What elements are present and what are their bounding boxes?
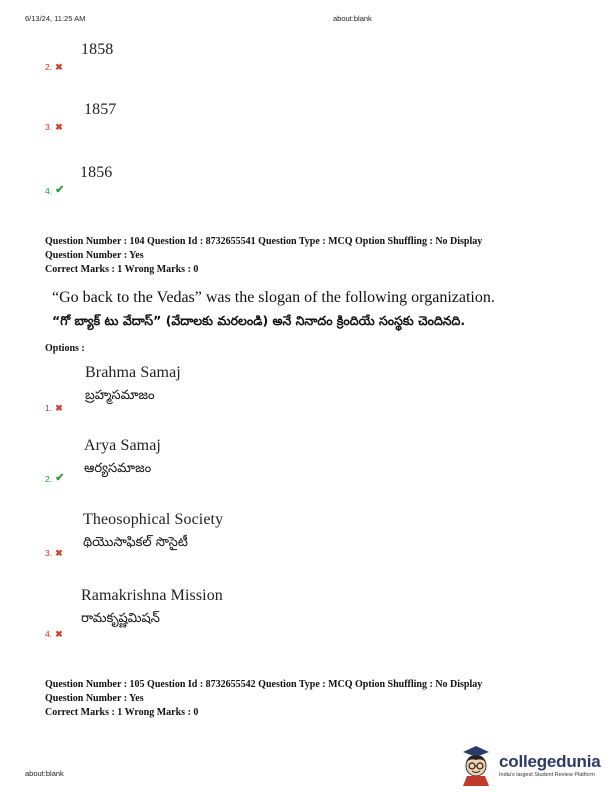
cross-icon: ✖ bbox=[55, 402, 63, 413]
q104-option-4-telugu: రామకృష్ణమిషన్ bbox=[81, 611, 160, 626]
check-icon: ✔ bbox=[55, 472, 65, 484]
prev-option-2-number: 2. ✖ bbox=[45, 61, 63, 72]
q105-meta bbox=[45, 678, 482, 720]
collegedunia-logo bbox=[459, 744, 601, 786]
q104-option-4-number: 4. ✖ bbox=[45, 628, 63, 639]
q104-option-1-telugu: బ్రహ్మసమాజం bbox=[85, 388, 155, 403]
q104-option-3-number: 3. ✖ bbox=[45, 547, 63, 558]
q104-meta-line2: Question Number : Yes bbox=[45, 250, 144, 261]
mascot-icon bbox=[459, 744, 493, 786]
q104-option-2-number: 2. ✔ bbox=[45, 472, 65, 484]
q104-option-4-english: Ramakrishna Mission bbox=[81, 587, 223, 604]
check-icon: ✔ bbox=[55, 184, 65, 196]
prev-option-4-text: 1856 bbox=[80, 164, 113, 181]
q104-option-1-number: 1. ✖ bbox=[45, 402, 63, 413]
q104-question-english: “Go back to the Vedas” was the slogan of the following organization. bbox=[52, 289, 495, 306]
logo-wordmark: collegedunia bbox=[499, 752, 601, 771]
print-datetime: 6/13/24, 11:25 AM bbox=[25, 14, 86, 23]
prev-option-3-text: 1857 bbox=[84, 101, 117, 118]
q104-meta-line3: Correct Marks : 1 Wrong Marks : 0 bbox=[45, 264, 199, 275]
prev-option-2-text: 1858 bbox=[81, 41, 114, 58]
q104-option-3-english: Theosophical Society bbox=[83, 511, 224, 528]
prev-option-3-number: 3. ✖ bbox=[45, 121, 63, 132]
print-url: about:blank bbox=[333, 14, 372, 23]
q104-option-3-telugu: థియొసాఫికల్ సొసైటీ bbox=[83, 535, 188, 550]
q105-meta-line3: Correct Marks : 1 Wrong Marks : 0 bbox=[45, 707, 199, 718]
q104-option-1-english: Brahma Samaj bbox=[85, 364, 181, 381]
prev-option-4-number: 4. ✔ bbox=[45, 184, 65, 196]
q104-options-label: Options : bbox=[45, 343, 85, 354]
q104-option-2-english: Arya Samaj bbox=[84, 437, 161, 454]
logo-tagline: India's largest Student Review Platform bbox=[499, 772, 595, 778]
cross-icon: ✖ bbox=[55, 121, 63, 132]
cross-icon: ✖ bbox=[55, 61, 63, 72]
q104-meta bbox=[45, 235, 482, 277]
cross-icon: ✖ bbox=[55, 628, 63, 639]
q105-meta-line1: Question Number : 105 Question Id : 8732655542 Question Type : MCQ Option Shuffling : No Display bbox=[45, 679, 483, 690]
q105-meta-line2: Question Number : Yes bbox=[45, 693, 144, 704]
q104-meta-line1: Question Number : 104 Question Id : 8732655541 Question Type : MCQ Option Shuffling : No Display bbox=[45, 236, 483, 247]
q104-option-2-telugu: ఆర్యసమాజం bbox=[84, 461, 152, 476]
footer-url: about:blank bbox=[25, 769, 64, 778]
q104-question-telugu: “గో బ్యాక్ టు వేదాస్” (వేదాలకు మరలండి) అనే నినాదం క్రిందియే సంస్థకు చెందినది. bbox=[52, 313, 466, 328]
cross-icon: ✖ bbox=[55, 547, 63, 558]
